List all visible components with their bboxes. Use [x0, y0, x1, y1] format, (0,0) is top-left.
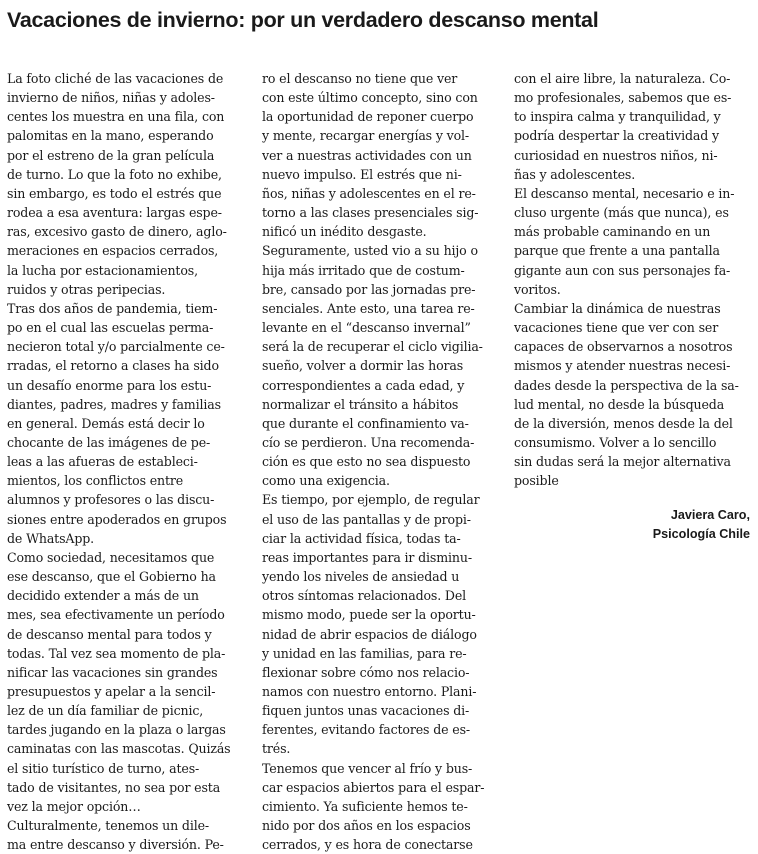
- text-line: La foto cliché de las vacaciones de: [7, 71, 224, 86]
- text-line: chocante de las imágenes de pe-: [7, 434, 211, 450]
- text-line: el sitio turístico de turno, ates-: [7, 760, 200, 776]
- text-line: ferentes, evitando factores de es-: [262, 722, 470, 738]
- text-line: palomitas en la mano, esperando: [7, 128, 214, 144]
- text-line: Culturalmente, tenemos un dile-: [7, 818, 209, 834]
- text-line: capaces de observarnos a nosotros: [514, 339, 733, 355]
- text-line: namos con nuestro entorno. Plani-: [262, 684, 477, 699]
- text-line: y unidad en las familias, para re-: [262, 645, 467, 661]
- text-line: todas. Tal vez sea momento de pla-: [7, 645, 226, 661]
- text-line: car espacios abiertos para el espar-: [262, 779, 485, 795]
- article-column-3: [514, 69, 752, 490]
- text-line: ñas y adolescentes.: [514, 166, 636, 182]
- text-line: bre, cansado por las jornadas pre-: [262, 281, 476, 297]
- text-line: posible: [514, 473, 559, 489]
- text-line: ese descanso, que el Gobierno ha: [7, 569, 216, 585]
- text-line: por el estreno de la gran película: [7, 147, 215, 163]
- text-line: yendo los niveles de ansiedad u: [262, 569, 460, 585]
- text-line: cimiento. Ya suficiente hemos te-: [262, 798, 468, 814]
- text-line: mismo modo, puede ser la oportu-: [262, 607, 476, 623]
- text-line: reas importantes para ir disminu-: [262, 549, 472, 565]
- text-line: con el aire libre, la naturaleza. Co-: [514, 71, 731, 86]
- text-line: mientos, los conflictos entre: [7, 473, 184, 489]
- text-line: sin embargo, es todo el estrés que: [7, 185, 222, 201]
- text-line: necieron total y/o parcialmente ce-: [7, 339, 225, 355]
- text-line: como una exigencia.: [262, 473, 390, 489]
- text-line: ver a nuestras actividades con un: [262, 147, 472, 163]
- text-line: ma entre descanso y diversión. Pe-: [7, 837, 224, 853]
- text-line: otros síntomas relacionados. Del: [262, 588, 467, 604]
- text-line: Cambiar la dinámica de nuestras: [514, 300, 721, 316]
- text-line: to inspira calma y tranquilidad, y: [514, 109, 721, 125]
- text-line: sin dudas será la mejor alternativa: [514, 454, 731, 470]
- text-line: gigante aun con sus personajes fa-: [514, 262, 731, 278]
- text-line: fiquen juntos unas vacaciones di-: [262, 703, 470, 719]
- text-line: y mente, recargar energías y vol-: [262, 128, 470, 144]
- text-line: ras, excesivo gasto de dinero, aglo-: [7, 224, 227, 240]
- text-line: curiosidad en nuestros niños, ni-: [514, 147, 718, 163]
- text-line: ños, niñas y adolescentes en el re-: [262, 185, 476, 201]
- text-line: mes, sea efectivamente un período: [7, 607, 225, 623]
- text-line: más probable caminando en un: [514, 224, 711, 240]
- text-line: Es tiempo, por ejemplo, de regular: [262, 492, 480, 508]
- text-line: sueño, volver a dormir las horas: [262, 358, 464, 374]
- text-line: normalizar el tránsito a hábitos: [262, 396, 459, 412]
- text-line: nuevo impulso. El estrés que ni-: [262, 166, 462, 182]
- text-line: nificó un inédito desgaste.: [262, 224, 427, 240]
- text-line: ruidos y otras peripecias.: [7, 281, 166, 297]
- text-line: invierno de niños, niñas y adoles-: [7, 90, 215, 106]
- text-line: la lucha por estacionamientos,: [7, 262, 198, 278]
- text-line: nificar las vacaciones sin grandes: [7, 664, 218, 680]
- text-line: cío se perdieron. Una recomenda-: [262, 434, 475, 450]
- text-line: nido por dos años en los espacios: [262, 818, 471, 834]
- text-line: con este último concepto, sino con: [262, 90, 478, 106]
- text-line: siones entre apoderados en grupos: [7, 511, 227, 527]
- text-line: cluso urgente (más que nunca), es: [514, 205, 729, 221]
- text-line: flexionar sobre cómo nos relacio-: [262, 664, 470, 680]
- text-line: cerrados, y es hora de conectarse: [262, 837, 473, 853]
- text-line: rodea a esa aventura: largas espe-: [7, 205, 222, 221]
- text-line: torno a las clases presenciales sig-: [262, 205, 479, 221]
- text-line: el uso de las pantallas y de propi-: [262, 511, 471, 527]
- text-line: nidad de abrir espacios de diálogo: [262, 626, 477, 642]
- article-column-2: [262, 69, 500, 854]
- text-line: ciar la actividad física, todas ta-: [262, 530, 461, 546]
- text-line: leas a las afueras de estableci-: [7, 454, 198, 470]
- text-line: la oportunidad de reponer cuerpo: [262, 109, 474, 125]
- text-line: caminatas con las mascotas. Quizás: [7, 741, 231, 757]
- text-line: mismos y atender nuestras necesi-: [514, 358, 731, 374]
- text-line: senciales. Ante esto, una tarea re-: [262, 300, 475, 316]
- text-line: ción es que esto no sea dispuesto: [262, 454, 471, 470]
- text-line: alumnos y profesores o las discu-: [7, 492, 215, 508]
- text-line: de la diversión, menos desde la del: [514, 415, 733, 431]
- text-line: Seguramente, usted vio a su hijo o: [262, 243, 478, 259]
- text-line: un desafío enorme para los estu-: [7, 377, 212, 393]
- text-line: ro el descanso no tiene que ver: [262, 71, 458, 86]
- text-line: mo profesionales, sabemos que es-: [514, 90, 732, 106]
- text-line: diantes, padres, madres y familias: [7, 396, 221, 412]
- text-line: centes los muestra en una fila, con: [7, 109, 225, 125]
- text-line: de descanso mental para todos y: [7, 626, 212, 642]
- text-line: podría despertar la creatividad y: [514, 128, 719, 144]
- text-line: presupuestos y apelar a la sencil-: [7, 684, 216, 699]
- text-line: dades desde la perspectiva de la sa-: [514, 377, 739, 393]
- text-line: Tras dos años de pandemia, tiem-: [7, 300, 218, 316]
- text-line: po en el cual las escuelas perma-: [7, 320, 214, 336]
- text-line: levante en el “descanso invernal”: [262, 320, 471, 336]
- text-line: rradas, el retorno a clases ha sido: [7, 358, 219, 374]
- text-line: vacaciones tiene que ver con ser: [514, 320, 719, 336]
- article-title: Vacaciones de invierno: por un verdadero descanso mental: [7, 8, 599, 32]
- author-affiliation: Psicología Chile: [652, 527, 750, 541]
- text-line: Como sociedad, necesitamos que: [7, 549, 215, 565]
- text-line: vez la mejor opción…: [7, 798, 141, 814]
- author-name: Javiera Caro,: [670, 508, 750, 522]
- text-line: correspondientes a cada edad, y: [262, 377, 465, 393]
- text-line: de turno. Lo que la foto no exhibe,: [7, 166, 222, 182]
- text-line: será la de recuperar el ciclo vigilia-: [262, 339, 483, 355]
- text-line: hija más irritado que de costum-: [262, 262, 465, 278]
- text-line: tado de visitantes, no sea por esta: [7, 779, 221, 795]
- text-line: que durante el confinamiento va-: [262, 415, 469, 431]
- text-line: Tenemos que vencer al frío y bus-: [262, 760, 473, 776]
- text-line: tardes jugando en la plaza o largas: [7, 722, 226, 738]
- text-line: de WhatsApp.: [7, 530, 95, 546]
- author-signature: [600, 506, 750, 544]
- text-line: voritos.: [514, 281, 561, 297]
- text-line: lud mental, no desde la búsqueda: [514, 396, 725, 412]
- text-line: consumismo. Volver a lo sencillo: [514, 434, 717, 450]
- article-column-1: [7, 69, 245, 854]
- text-line: El descanso mental, necesario e in-: [514, 185, 735, 201]
- text-line: trés.: [262, 741, 291, 757]
- text-line: decidido extender a más de un: [7, 588, 199, 604]
- text-line: lez de un día familiar de picnic,: [7, 703, 204, 719]
- text-line: parque que frente a una pantalla: [514, 243, 720, 259]
- text-line: en general. Demás está decir lo: [7, 415, 205, 431]
- text-line: meraciones en espacios cerrados,: [7, 243, 219, 259]
